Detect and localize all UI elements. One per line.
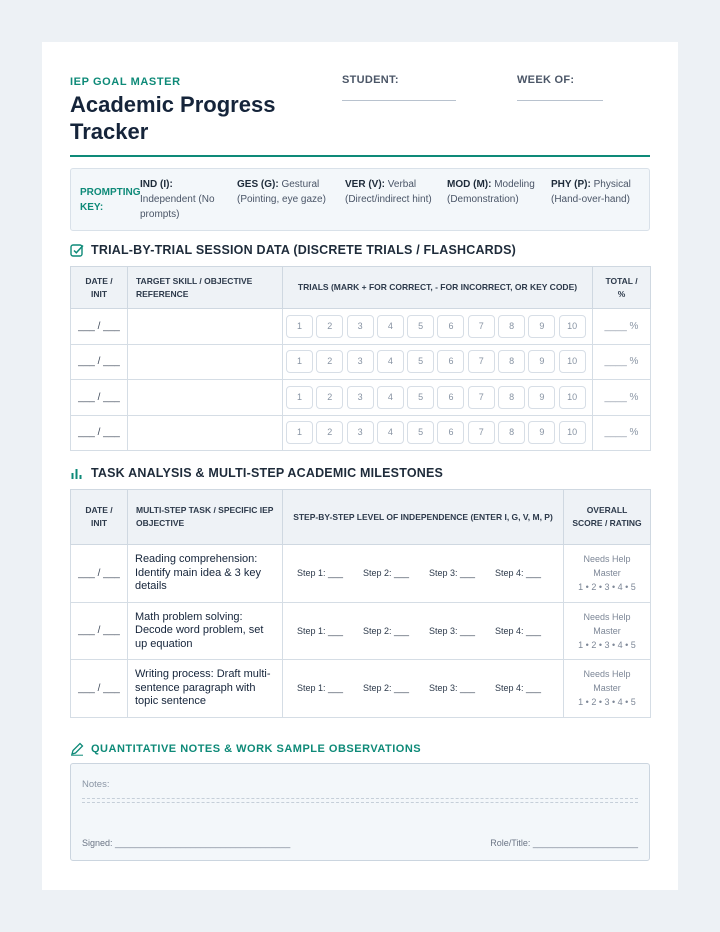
step-label: Step 4:: [495, 568, 524, 579]
trial-box[interactable]: 1: [286, 386, 313, 409]
step-field[interactable]: [429, 568, 495, 578]
score-high-label: Master: [593, 683, 621, 694]
step-label: Step 3:: [429, 683, 458, 694]
trial-box[interactable]: 5: [407, 386, 434, 409]
date-init-field[interactable]: ___ / ___: [71, 415, 128, 451]
table-row: [71, 380, 651, 416]
trial-box[interactable]: 4: [377, 350, 404, 373]
trials-heading: [70, 242, 516, 258]
col-task: MULTI-STEP TASK / SPECIFIC IEP OBJECTIVE: [128, 490, 283, 545]
step-blank: ___: [328, 683, 344, 694]
trial-box[interactable]: 9: [528, 421, 555, 444]
trial-box[interactable]: 1: [286, 315, 313, 338]
trials-table: [70, 266, 651, 451]
task-table: [70, 489, 651, 718]
step-blank: ___: [460, 683, 476, 694]
notes-line: [82, 802, 638, 803]
trial-box[interactable]: 3: [347, 315, 374, 338]
trial-box[interactable]: 3: [347, 421, 374, 444]
step-blank: ___: [460, 568, 476, 579]
step-blank: ___: [394, 625, 410, 636]
step-field[interactable]: [495, 568, 561, 578]
total-percent-field[interactable]: ____ %: [593, 344, 651, 380]
key-code: GES (G):: [237, 179, 279, 190]
trial-box[interactable]: 1: [286, 421, 313, 444]
score-high-label: Master: [593, 625, 621, 636]
key-item-phy: [551, 177, 643, 207]
table-row: [71, 660, 651, 718]
week-field[interactable]: [517, 100, 603, 101]
col-date: DATE / INIT: [71, 267, 128, 309]
table-row: [71, 309, 651, 345]
key-code: VER (V):: [345, 179, 385, 190]
trial-box[interactable]: 9: [528, 315, 555, 338]
key-desc: Independent (No prompts): [140, 194, 215, 220]
prompting-key-label: PROMPTING KEY:: [80, 187, 141, 213]
key-item-ind: [140, 177, 230, 222]
step-field[interactable]: [363, 683, 429, 693]
step-label: Step 1:: [297, 625, 326, 636]
notes-heading: [70, 741, 421, 757]
trial-box[interactable]: 7: [468, 386, 495, 409]
total-percent-field[interactable]: ____ %: [593, 380, 651, 416]
col-score: OVERALL SCORE / RATING: [564, 490, 651, 545]
tracker-page: [42, 42, 678, 890]
score-low-label: Needs Help: [583, 554, 631, 565]
trial-box[interactable]: 8: [498, 386, 525, 409]
prompting-key: [70, 168, 650, 231]
score-low-label: Needs Help: [583, 611, 631, 622]
step-blank: ___: [526, 568, 542, 579]
steps-cell: [283, 602, 564, 660]
key-desc: Verbal (Direct/indirect hint): [345, 179, 432, 205]
trial-box[interactable]: 2: [316, 421, 343, 444]
notes-label: Notes:: [82, 779, 110, 790]
step-field[interactable]: [363, 626, 429, 636]
step-blank: ___: [526, 683, 542, 694]
step-blank: ___: [526, 625, 542, 636]
task-heading: [70, 465, 443, 481]
date-init-field[interactable]: ___ / ___: [71, 602, 128, 660]
trial-box[interactable]: 4: [377, 315, 404, 338]
key-desc: Gestural (Pointing, eye gaze): [237, 179, 326, 205]
trial-box[interactable]: 7: [468, 315, 495, 338]
trial-box[interactable]: 9: [528, 350, 555, 373]
score-high-label: Master: [593, 568, 621, 579]
step-blank: ___: [394, 568, 410, 579]
student-field[interactable]: [342, 100, 456, 101]
trial-box[interactable]: 5: [407, 315, 434, 338]
step-label: Step 2:: [363, 683, 392, 694]
step-label: Step 3:: [429, 568, 458, 579]
step-field[interactable]: [429, 683, 495, 693]
target-skill-field[interactable]: [128, 380, 283, 416]
key-code: MOD (M):: [447, 179, 492, 190]
trial-box[interactable]: 3: [347, 386, 374, 409]
brand-label: IEP GOAL MASTER: [70, 76, 181, 88]
step-field[interactable]: [297, 568, 363, 578]
signature-field[interactable]: Signed: ___________________________________: [82, 838, 291, 848]
trial-box[interactable]: 5: [407, 421, 434, 444]
steps-cell: [283, 545, 564, 603]
trial-box[interactable]: 5: [407, 350, 434, 373]
target-skill-field[interactable]: [128, 309, 283, 345]
student-label: STUDENT:: [342, 74, 399, 86]
task-objective: Writing process: Draft multi-sentence paragraph with topic sentence: [128, 660, 283, 718]
bar-chart-icon: [70, 466, 84, 480]
key-item-ver: [345, 177, 437, 207]
notes-line: [82, 798, 638, 799]
trial-box[interactable]: 1: [286, 350, 313, 373]
trials-cell: [283, 344, 593, 380]
role-field[interactable]: Role/Title: _____________________: [490, 838, 638, 848]
step-blank: ___: [460, 625, 476, 636]
col-steps: STEP-BY-STEP LEVEL OF INDEPENDENCE (ENTER I, G, V, M, P): [283, 490, 564, 545]
trial-box[interactable]: 6: [437, 315, 464, 338]
key-desc: Physical (Hand-over-hand): [551, 179, 631, 205]
total-percent-field[interactable]: ____ %: [593, 309, 651, 345]
trials-cell: [283, 415, 593, 451]
trials-cell: [283, 309, 593, 345]
table-row: [71, 545, 651, 603]
step-label: Step 1:: [297, 568, 326, 579]
score-rating[interactable]: [564, 545, 651, 603]
key-item-ges: [237, 177, 335, 207]
step-label: Step 3:: [429, 625, 458, 636]
col-total: TOTAL / %: [593, 267, 651, 309]
trial-box[interactable]: 6: [437, 350, 464, 373]
table-row: [71, 602, 651, 660]
col-trials: TRIALS (MARK + FOR CORRECT, - FOR INCORRECT, OR KEY CODE): [283, 267, 593, 309]
step-label: Step 4:: [495, 625, 524, 636]
score-scale: 1 • 2 • 3 • 4 • 5: [578, 639, 636, 650]
checkbox-icon: [70, 243, 84, 257]
trials-heading-text: TRIAL-BY-TRIAL SESSION DATA (DISCRETE TRIALS / FLASHCARDS): [91, 243, 517, 257]
score-scale: 1 • 2 • 3 • 4 • 5: [578, 582, 636, 593]
trial-box[interactable]: 7: [468, 350, 495, 373]
step-field[interactable]: [429, 626, 495, 636]
trial-box[interactable]: 2: [316, 350, 343, 373]
trials-cell: [283, 380, 593, 416]
step-label: Step 2:: [363, 568, 392, 579]
step-field[interactable]: [363, 568, 429, 578]
step-label: Step 2:: [363, 625, 392, 636]
trial-box[interactable]: 8: [498, 315, 525, 338]
trial-box[interactable]: 2: [316, 315, 343, 338]
trial-box[interactable]: 4: [377, 386, 404, 409]
step-label: Step 1:: [297, 683, 326, 694]
week-label: WEEK OF:: [517, 74, 575, 86]
date-init-field[interactable]: ___ / ___: [71, 344, 128, 380]
steps-cell: [283, 660, 564, 718]
task-objective: Reading comprehension: Identify main idea & 3 key details: [128, 545, 283, 603]
page-title: Academic Progress Tracker: [70, 92, 276, 144]
trial-box[interactable]: 7: [468, 421, 495, 444]
key-desc: Modeling (Demonstration): [447, 179, 535, 205]
score-scale: 1 • 2 • 3 • 4 • 5: [578, 697, 636, 708]
trial-box[interactable]: 10: [559, 315, 586, 338]
trial-box[interactable]: 4: [377, 421, 404, 444]
key-code: PHY (P):: [551, 179, 591, 190]
header-divider: [70, 155, 650, 157]
trial-box[interactable]: 3: [347, 350, 374, 373]
step-blank: ___: [328, 568, 344, 579]
trial-box[interactable]: 10: [559, 386, 586, 409]
step-field[interactable]: [495, 626, 561, 636]
date-init-field[interactable]: ___ / ___: [71, 380, 128, 416]
col-date: DATE / INIT: [71, 490, 128, 545]
trial-box[interactable]: 6: [437, 421, 464, 444]
score-rating[interactable]: [564, 660, 651, 718]
total-percent-field[interactable]: ____ %: [593, 415, 651, 451]
trial-box[interactable]: 9: [528, 386, 555, 409]
task-heading-text: TASK ANALYSIS & MULTI-STEP ACADEMIC MILESTONES: [91, 466, 444, 480]
date-init-field[interactable]: ___ / ___: [71, 545, 128, 603]
trial-box[interactable]: 6: [437, 386, 464, 409]
step-label: Step 4:: [495, 683, 524, 694]
task-objective: Math problem solving: Decode word problem, set up equation: [128, 602, 283, 660]
date-init-field[interactable]: ___ / ___: [71, 660, 128, 718]
step-blank: ___: [394, 683, 410, 694]
notes-box[interactable]: [70, 763, 650, 861]
score-rating[interactable]: [564, 602, 651, 660]
trial-box[interactable]: 10: [559, 421, 586, 444]
table-row: [71, 415, 651, 451]
key-code: IND (I):: [140, 179, 173, 190]
target-skill-field[interactable]: [128, 415, 283, 451]
trial-box[interactable]: 2: [316, 386, 343, 409]
trial-box[interactable]: 8: [498, 350, 525, 373]
score-low-label: Needs Help: [583, 669, 631, 680]
target-skill-field[interactable]: [128, 344, 283, 380]
step-field[interactable]: [297, 626, 363, 636]
col-skill: TARGET SKILL / OBJECTIVE REFERENCE: [128, 267, 283, 309]
pencil-icon: [70, 742, 84, 756]
step-field[interactable]: [297, 683, 363, 693]
key-item-mod: [447, 177, 543, 207]
step-blank: ___: [328, 625, 344, 636]
notes-heading-text: QUANTITATIVE NOTES & WORK SAMPLE OBSERVATIONS: [91, 743, 422, 755]
date-init-field[interactable]: ___ / ___: [71, 309, 128, 345]
trial-box[interactable]: 8: [498, 421, 525, 444]
step-field[interactable]: [495, 683, 561, 693]
trial-box[interactable]: 10: [559, 350, 586, 373]
table-row: [71, 344, 651, 380]
